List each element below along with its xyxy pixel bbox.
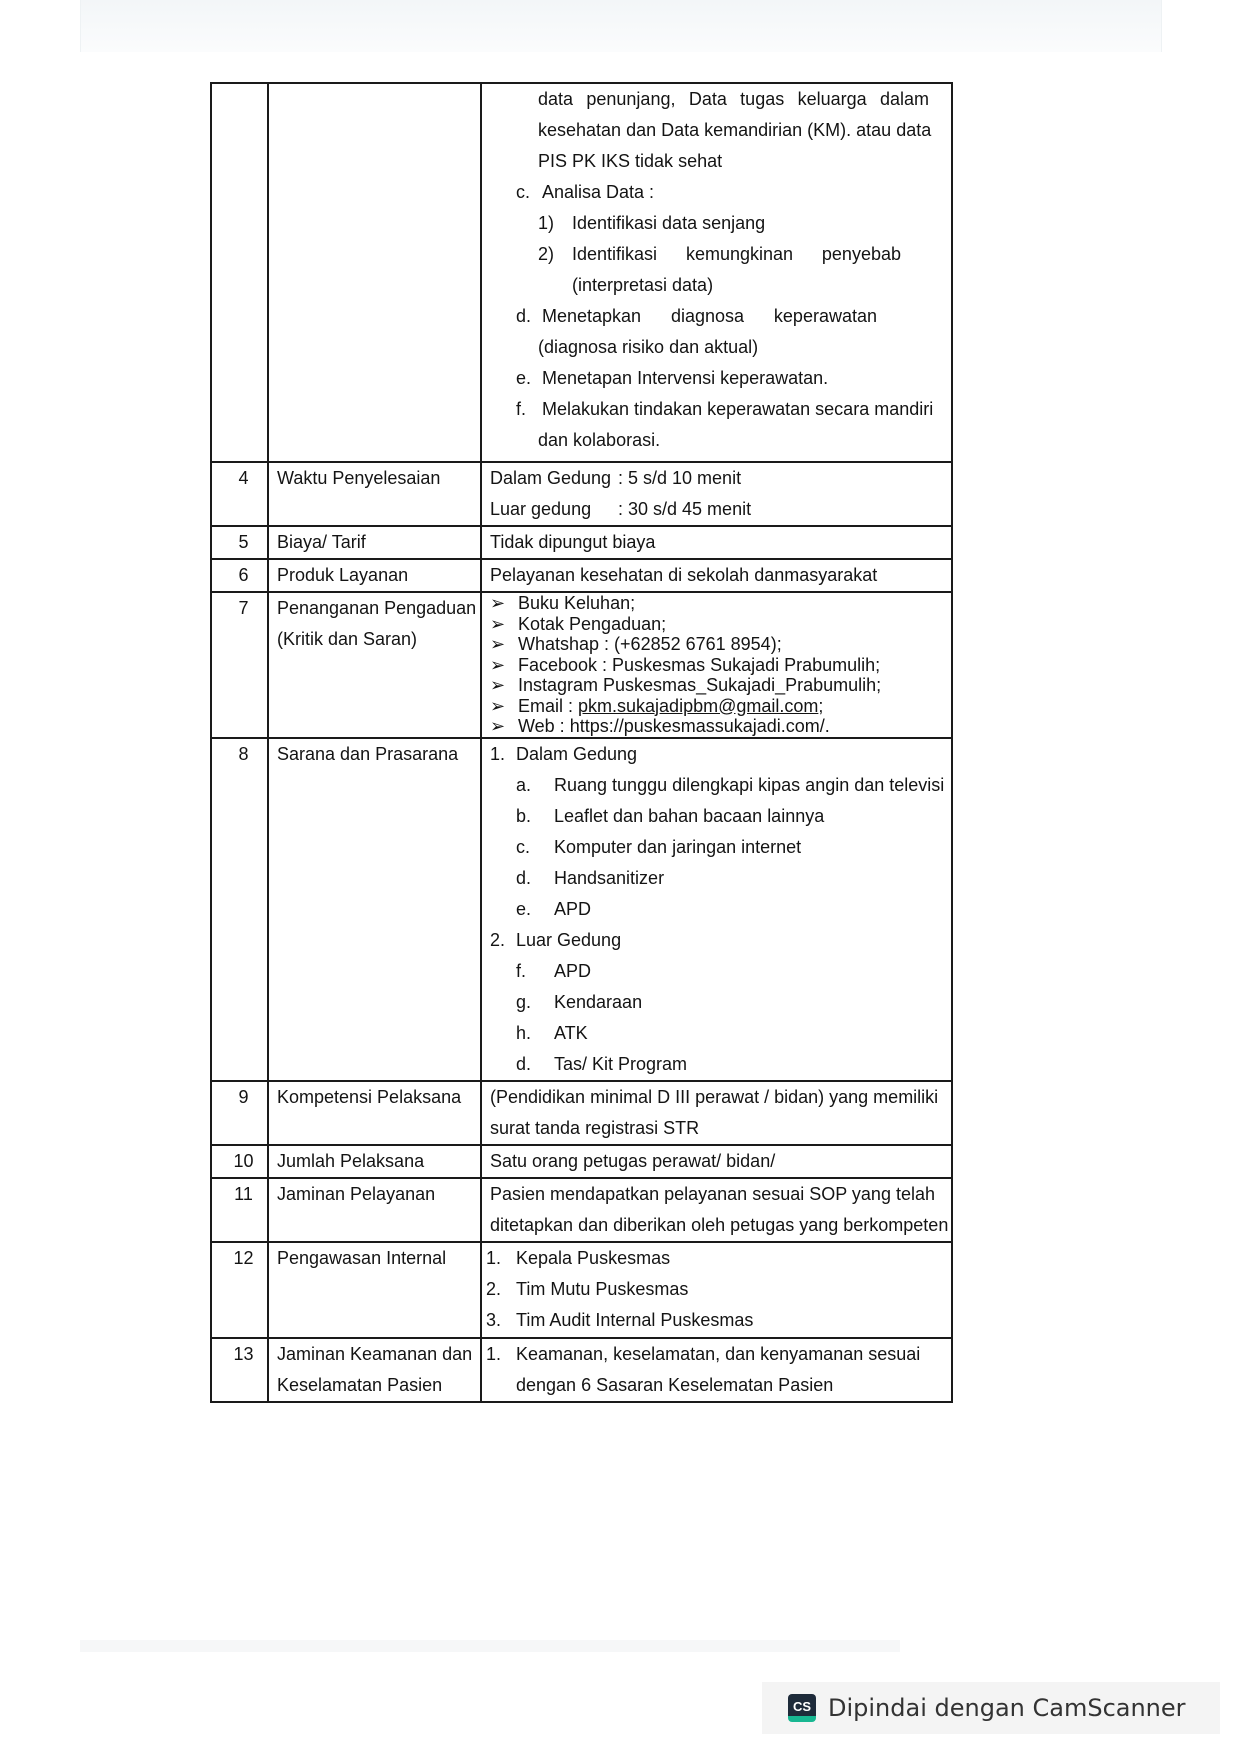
facility-item [490, 894, 951, 925]
facility-item [490, 863, 951, 894]
arrow-bullet-icon: ➢ [490, 654, 506, 675]
camscanner-logo-icon: CS [788, 1694, 816, 1722]
channel-text: Email : [518, 695, 579, 716]
facility-text: Komputer dan jaringan internet [554, 836, 802, 857]
arrow-bullet-icon: ➢ [490, 675, 506, 695]
content-line: Pasien mendapatkan pelayanan sesuai SOP yang telah [490, 1183, 935, 1204]
row-number: 12 [211, 1242, 268, 1338]
row-number: 4 [211, 462, 268, 526]
web-link[interactable]: Web : https://puskesmassukajadi.com/. [518, 716, 830, 736]
content-line: ditetapkan dan diberikan oleh petugas yang berkompeten [490, 1214, 949, 1235]
row-label: Pengawasan Internal [268, 1242, 481, 1338]
list-marker: d. [516, 867, 532, 888]
facility-text: Ruang tunggu dilengkapi kipas angin dan televisi [554, 774, 945, 795]
cell-no [211, 83, 268, 462]
facility-item [490, 987, 951, 1018]
facility-group [490, 739, 951, 770]
channel-text: ; [818, 695, 824, 716]
watermark-text: Dipindai dengan CamScanner [828, 1694, 1186, 1722]
arrow-bullet-icon: ➢ [490, 695, 506, 716]
list-marker: c. [516, 182, 531, 202]
row-content [481, 1178, 952, 1242]
list-marker: d. [516, 1053, 532, 1074]
supervision-item [486, 1305, 951, 1336]
email-link[interactable]: pkm.sukajadipbm@gmail.com [578, 695, 819, 716]
facility-text: Leaflet dan bahan bacaan lainnya [554, 805, 825, 826]
row-label: Produk Layanan [268, 559, 481, 592]
facility-text: Tas/ Kit Program [554, 1053, 688, 1074]
list-text: Identifikasi kemungkinan penyebab [572, 244, 901, 264]
list-text: Identifikasi data senjang [572, 213, 766, 233]
supervision-item [486, 1274, 951, 1305]
row-number: 11 [211, 1178, 268, 1242]
list-marker: e. [516, 898, 532, 919]
list-marker: 3. [486, 1309, 502, 1330]
group-title: Dalam Gedung [516, 743, 638, 764]
sublist-item-2-cont: (interpretasi data) [572, 275, 714, 295]
safety-item [486, 1339, 951, 1370]
row-label-line: Penanganan Pengaduan [277, 598, 477, 618]
facility-item [490, 956, 951, 987]
duration-value: : 5 s/d 10 menit [618, 468, 742, 488]
list-text: Menetapan Intervensi keperawatan. [542, 368, 829, 388]
facility-text: ATK [554, 1022, 588, 1043]
channel-item [490, 593, 951, 614]
facility-text: Handsanitizer [554, 867, 665, 888]
list-item-f-cont: dan kolaborasi. [538, 430, 661, 450]
arrow-bullet-icon: ➢ [490, 613, 506, 634]
list-marker: 1. [490, 743, 506, 764]
row-label-line: (Kritik dan Saran) [277, 629, 418, 649]
row-number: 6 [211, 559, 268, 592]
row-number: 10 [211, 1145, 268, 1178]
duration-value: : 30 s/d 45 menit [618, 499, 752, 519]
row-label: Sarana dan Prasarana [268, 738, 481, 1081]
channel-text: Kotak Pengaduan; [518, 613, 667, 634]
continuation-line: PIS PK IKS tidak sehat [538, 151, 723, 171]
facility-item [490, 832, 951, 863]
continuation-line: data penunjang, Data tugas keluarga dalam [538, 89, 929, 109]
row-content: Pelayanan kesehatan di sekolah danmasyarakat [481, 559, 952, 592]
list-marker: 2) [538, 244, 555, 264]
content-line: surat tanda registrasi STR [490, 1117, 700, 1138]
row-label-line: Keselamatan Pasien [277, 1374, 443, 1395]
list-marker: a. [516, 774, 532, 795]
table-row-continuation [211, 83, 952, 462]
row-label: Jumlah Pelaksana [268, 1145, 481, 1178]
arrow-bullet-icon: ➢ [490, 634, 506, 654]
channel-item [490, 614, 951, 635]
row-label: Kompetensi Pelaksana [268, 1081, 481, 1145]
list-marker: c. [516, 836, 531, 857]
facility-item [490, 770, 951, 801]
channel-item [490, 675, 951, 696]
complaint-channels [481, 592, 952, 738]
facility-text: Kendaraan [554, 991, 643, 1012]
row-label: Biaya/ Tarif [268, 526, 481, 559]
list-marker: h. [516, 1022, 532, 1043]
channel-item-email [490, 696, 951, 717]
row-label: Jaminan Pelayanan [268, 1178, 481, 1242]
channel-item [490, 655, 951, 676]
table-row-12 [211, 1242, 952, 1338]
row-label [268, 592, 481, 738]
list-marker: f. [516, 960, 527, 981]
row-content [481, 462, 952, 526]
list-text: Melakukan tindakan keperawatan secara mandiri [542, 399, 934, 419]
duration-inside [490, 463, 951, 494]
table-row-11 [211, 1178, 952, 1242]
table-row-7 [211, 592, 952, 738]
camscanner-watermark [762, 1682, 1220, 1734]
list-item-d [490, 301, 951, 332]
channel-text: Instagram Puskesmas_Sukajadi_Prabumulih; [518, 675, 882, 695]
list-marker: d. [516, 306, 532, 326]
list-item-e [490, 363, 951, 394]
cell-content [481, 83, 952, 462]
row-number: 5 [211, 526, 268, 559]
group-title: Luar Gedung [516, 929, 622, 950]
safety-list [481, 1338, 952, 1402]
row-content: Satu orang petugas perawat/ bidan/ [481, 1145, 952, 1178]
list-item-c [490, 177, 951, 208]
list-marker: 2. [490, 929, 506, 950]
row-number: 7 [211, 592, 268, 738]
duration-key: Dalam Gedung [490, 468, 612, 488]
facility-text: APD [554, 960, 592, 981]
content-line: (Pendidikan minimal D III perawat / bidan) yang memiliki [490, 1086, 939, 1107]
supervision-text: Kepala Puskesmas [516, 1247, 671, 1268]
sublist-item-1 [490, 208, 951, 239]
facility-text: APD [554, 898, 592, 919]
facility-item [490, 801, 951, 832]
duration-outside [490, 494, 951, 525]
list-marker: f. [516, 399, 527, 419]
list-text: Analisa Data : [542, 182, 655, 202]
channel-text: Whatshap : (+62852 6761 8954); [518, 634, 782, 654]
supervision-text: Tim Audit Internal Puskesmas [516, 1309, 754, 1330]
scan-edge-bottom [80, 1640, 900, 1652]
sop-table [210, 82, 953, 1403]
table-row-8 [211, 738, 952, 1081]
supervision-list [481, 1242, 952, 1338]
arrow-bullet-icon: ➢ [490, 716, 506, 736]
list-text: Menetapkan diagnosa keperawatan [542, 306, 877, 326]
list-item-d-cont: (diagnosa risiko dan aktual) [538, 337, 759, 357]
channel-item [490, 634, 951, 655]
duration-key: Luar gedung [490, 499, 592, 519]
list-item-f [490, 394, 951, 425]
arrow-bullet-icon: ➢ [490, 593, 506, 613]
row-label-line: Jaminan Keamanan dan [277, 1343, 473, 1364]
channel-item-web [490, 716, 951, 737]
list-marker: 1. [486, 1343, 502, 1364]
table-row-6 [211, 559, 952, 592]
list-marker: g. [516, 991, 532, 1012]
supervision-text: Tim Mutu Puskesmas [516, 1278, 689, 1299]
scan-edge-top [80, 0, 1162, 52]
table-row-13 [211, 1338, 952, 1402]
facility-item [490, 1018, 951, 1049]
row-number: 8 [211, 738, 268, 1081]
list-marker: b. [516, 805, 532, 826]
row-number: 13 [211, 1338, 268, 1402]
row-content [481, 1081, 952, 1145]
list-marker: 1. [486, 1247, 502, 1268]
facilities-list [481, 738, 952, 1081]
sublist-item-2 [490, 239, 951, 270]
row-label: Waktu Penyelesaian [268, 462, 481, 526]
table-row-5 [211, 526, 952, 559]
list-marker: e. [516, 368, 532, 388]
channel-text: Buku Keluhan; [518, 593, 636, 613]
cell-label [268, 83, 481, 462]
safety-text: dengan 6 Sasaran Keselematan Pasien [516, 1374, 834, 1395]
list-marker: 1) [538, 213, 555, 233]
table-row-9 [211, 1081, 952, 1145]
row-number: 9 [211, 1081, 268, 1145]
supervision-item [486, 1243, 951, 1274]
list-marker: 2. [486, 1278, 502, 1299]
safety-text: Keamanan, keselamatan, dan kenyamanan sesuai [516, 1343, 921, 1364]
row-content: Tidak dipungut biaya [481, 526, 952, 559]
row-label [268, 1338, 481, 1402]
table-row-10 [211, 1145, 952, 1178]
channel-text: Facebook : Puskesmas Sukajadi Prabumulih; [518, 654, 881, 675]
continuation-line: kesehatan dan Data kemandirian (KM). atau data [538, 120, 932, 140]
table-row-4 [211, 462, 952, 526]
facility-group [490, 925, 951, 956]
facility-item [490, 1049, 951, 1080]
